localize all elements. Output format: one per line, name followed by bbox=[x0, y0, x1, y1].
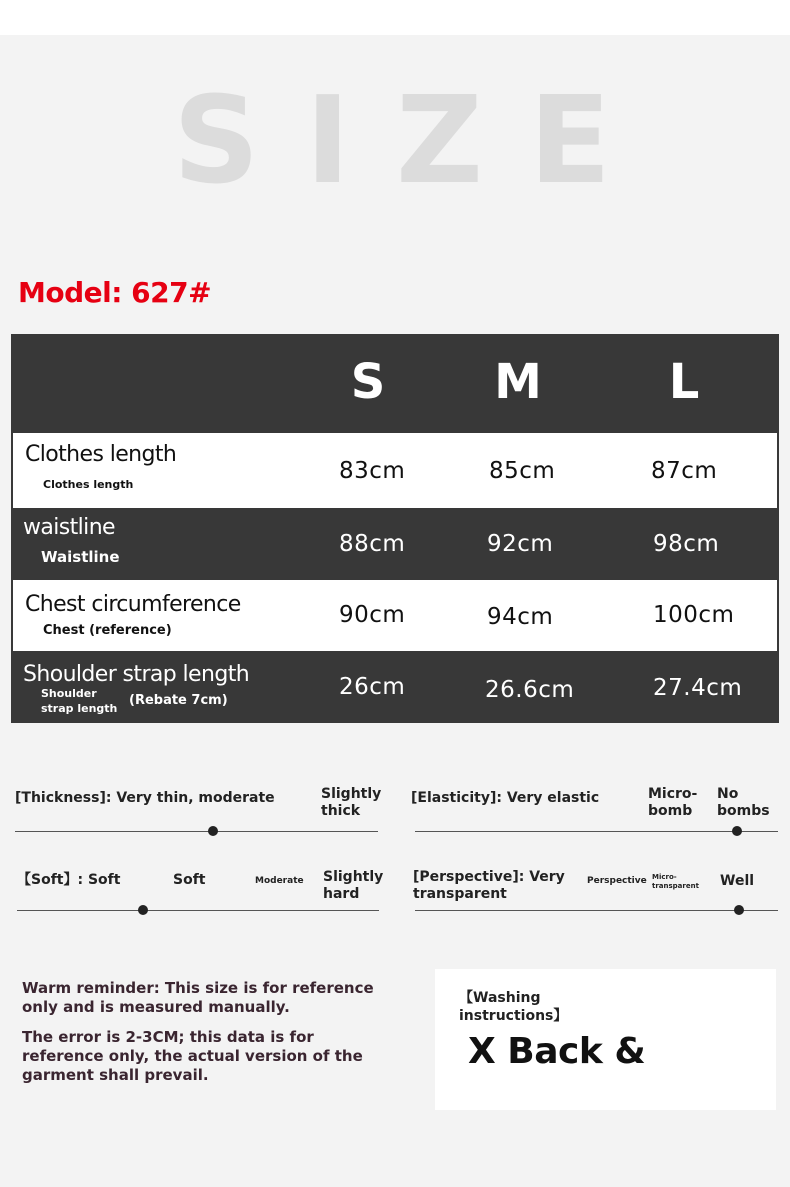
row-label: Shoulder strap length bbox=[23, 662, 250, 687]
value-m: 85cm bbox=[489, 458, 556, 484]
value-s: 88cm bbox=[339, 531, 406, 557]
soft-option-3: Moderate bbox=[255, 876, 304, 886]
row-sublabel-line2: strap length bbox=[41, 702, 118, 715]
row-label: Chest circumference bbox=[25, 592, 241, 617]
washing-instructions-box bbox=[435, 969, 776, 1110]
perspective-end-label: Well bbox=[720, 873, 755, 889]
thickness-scale bbox=[15, 831, 378, 832]
perspective-option-2: Perspective bbox=[587, 876, 647, 886]
value-l: 87cm bbox=[651, 458, 718, 484]
thickness-marker bbox=[208, 826, 218, 836]
perspective-marker bbox=[734, 905, 744, 915]
elasticity-marker bbox=[732, 826, 742, 836]
table-row-waistline bbox=[11, 510, 779, 578]
washing-text: X Back & bbox=[468, 1031, 646, 1072]
elasticity-scale bbox=[415, 831, 778, 832]
row-note: (Rebate 7cm) bbox=[129, 693, 228, 708]
table-row-clothes-length bbox=[11, 431, 779, 510]
thickness-end-label: Slightly thick bbox=[321, 786, 382, 819]
row-sublabel-line1: Shoulder bbox=[41, 687, 97, 700]
value-s: 26cm bbox=[339, 674, 406, 700]
model-number: Model: 627# bbox=[18, 276, 212, 309]
value-s: 90cm bbox=[339, 602, 406, 628]
page-title: SIZE bbox=[172, 72, 658, 211]
reminder-line-1: Warm reminder: This size is for reference only and is measured manually. bbox=[22, 979, 374, 1016]
soft-option-2: Soft bbox=[173, 872, 206, 888]
perspective-title: [Perspective]: Very transparent bbox=[413, 869, 565, 902]
row-label: Clothes length bbox=[25, 442, 177, 467]
table-row-chest bbox=[11, 578, 779, 653]
row-label: waistline bbox=[23, 515, 115, 540]
size-header-s: S bbox=[350, 354, 386, 410]
value-s: 83cm bbox=[339, 458, 406, 484]
value-l: 27.4cm bbox=[653, 675, 743, 701]
soft-marker bbox=[138, 905, 148, 915]
row-sublabel: Waistline bbox=[41, 548, 120, 566]
soft-title: 【Soft】: Soft bbox=[17, 872, 121, 888]
value-l: 98cm bbox=[653, 531, 720, 557]
value-m: 92cm bbox=[487, 531, 554, 557]
value-m: 26.6cm bbox=[485, 677, 575, 703]
reminder-line-2: The error is 2-3CM; this data is for reference only, the actual version of the garment shall prevail. bbox=[22, 1028, 363, 1084]
size-header-m: M bbox=[494, 354, 542, 410]
table-row-shoulder-strap bbox=[11, 653, 779, 723]
value-l: 100cm bbox=[653, 602, 735, 628]
row-sublabel: Clothes length bbox=[43, 478, 134, 491]
soft-end-label: Slightly hard bbox=[323, 869, 384, 902]
perspective-option-3: Micro-transparent bbox=[652, 873, 699, 890]
value-m: 94cm bbox=[487, 604, 554, 630]
elasticity-mid-label: Micro-bomb bbox=[648, 786, 698, 819]
row-sublabel: Chest (reference) bbox=[43, 623, 172, 638]
size-header-l: L bbox=[668, 354, 700, 410]
soft-scale bbox=[17, 910, 379, 911]
elasticity-title: [Elasticity]: Very elastic bbox=[411, 790, 600, 806]
washing-label: 【Washing instructions】 bbox=[459, 990, 568, 1024]
elasticity-end-label: No bombs bbox=[717, 786, 770, 819]
perspective-scale bbox=[415, 910, 778, 911]
thickness-title: [Thickness]: Very thin, moderate bbox=[15, 790, 275, 806]
